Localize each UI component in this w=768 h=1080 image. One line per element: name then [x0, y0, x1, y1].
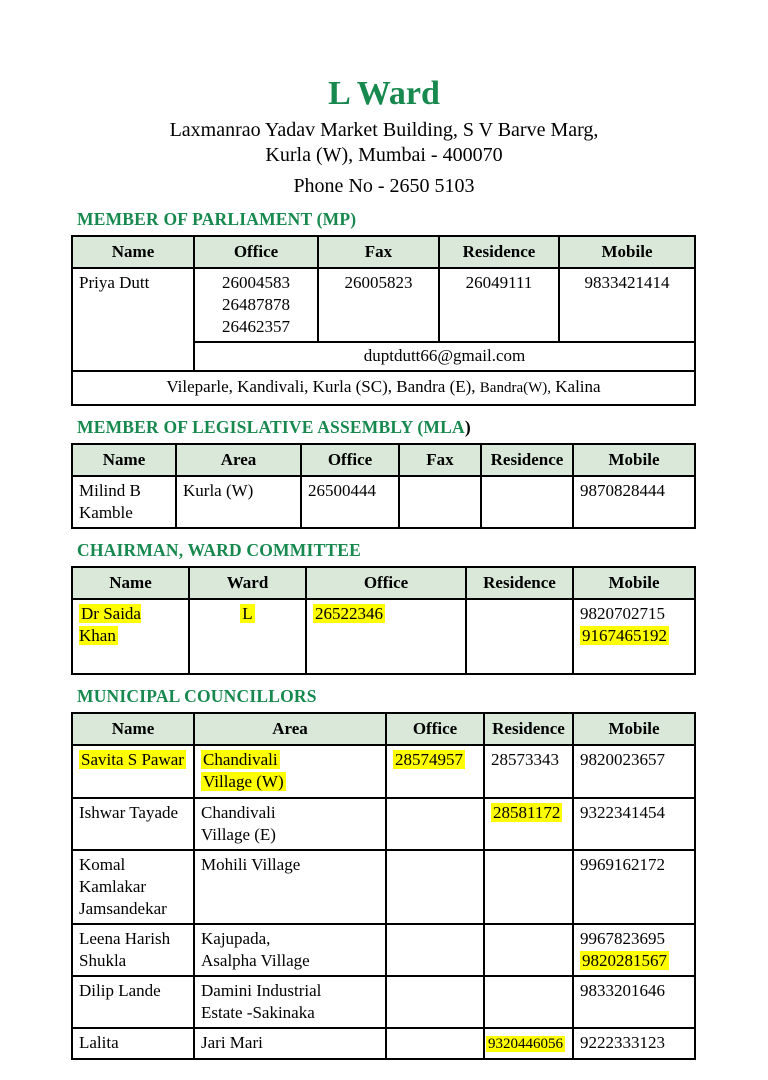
councillor-area-cell — [194, 798, 386, 850]
councillor-name-cell: Dilip Lande — [72, 976, 194, 1028]
address-line-1: Laxmanrao Yadav Market Building, S V Barve Marg, — [169, 118, 599, 141]
chairman-office-cell — [306, 599, 466, 674]
councillor-mobile-cell — [573, 924, 695, 976]
councillor-row-lalita — [72, 1028, 695, 1059]
mla-name-cell: Milind B Kamble — [72, 476, 176, 528]
area-line-1: Kajupada, — [201, 928, 271, 948]
content-area — [71, 209, 696, 1060]
councillor-name-cell: Komal Kamlakar Jamsandekar — [72, 850, 194, 924]
area-line-2: Asalpha Village — [201, 951, 310, 971]
mla-col-area: Area — [176, 444, 301, 476]
councillor-mobile-cell: 9833201646 — [573, 976, 695, 1028]
page-title: L Ward — [328, 75, 440, 112]
councillor-name-cell: Leena Harish Shukla — [72, 924, 194, 976]
councillor-residence-highlight: 28581172 — [493, 802, 561, 822]
mp-office-number-2: 26487878 — [222, 294, 290, 314]
councillor-row-ishwar — [72, 798, 695, 850]
councillor-area-cell: Jari Mari — [194, 1028, 386, 1059]
mp-mobile-cell: 9833421414 — [559, 268, 695, 342]
mla-table — [71, 443, 696, 529]
area-line-1-highlight: Chandivali — [203, 750, 278, 770]
mp-constituency-row — [72, 371, 695, 405]
mla-area-cell: Kurla (W) — [176, 476, 301, 528]
councillor-office-cell — [386, 798, 484, 850]
councillor-area-cell: Mohili Village — [194, 850, 386, 924]
chairman-col-residence: Residence — [466, 567, 573, 599]
mla-header-row — [72, 444, 695, 476]
councillor-area-cell — [194, 924, 386, 976]
chairman-col-office: Office — [306, 567, 466, 599]
area-line-1: Chandivali — [201, 802, 276, 822]
mp-office-number-3: 26462357 — [222, 316, 290, 336]
chairman-col-name: Name — [72, 567, 189, 599]
councillor-residence-cell — [484, 924, 573, 976]
mla-heading-paren: ) — [464, 416, 471, 437]
chairman-data-row — [72, 599, 695, 674]
area-line-2-highlight: Village (W) — [203, 772, 284, 792]
mla-heading-green: MEMBER OF LEGISLATIVE ASSEMBLY (MLA — [77, 416, 465, 437]
councillor-name-cell — [72, 745, 194, 797]
chairman-ward-cell — [189, 599, 306, 674]
mp-constituencies-end: Kalina — [555, 377, 601, 397]
mp-residence-cell: 26049111 — [439, 268, 559, 342]
mp-office-cell — [194, 268, 318, 342]
councillors-section-heading: MUNICIPAL COUNCILLORS — [77, 686, 317, 707]
area-line-2: Estate -Sakinaka — [201, 1003, 315, 1023]
mp-header-row — [72, 236, 695, 268]
mp-office-number-1: 26004583 — [222, 272, 290, 292]
chairman-mobile-cell — [573, 599, 695, 674]
chairman-ward-highlight: L — [242, 604, 253, 624]
area-line-2: Village (E) — [201, 824, 276, 844]
councillors-header-row — [72, 713, 695, 745]
councillor-row-komal — [72, 850, 695, 924]
councillor-row-leena — [72, 924, 695, 976]
area-line-1: Damini Industrial — [201, 981, 322, 1001]
mp-col-residence: Residence — [439, 236, 559, 268]
mp-col-mobile: Mobile — [559, 236, 695, 268]
chairman-section-heading: CHAIRMAN, WARD COMMITTEE — [77, 539, 361, 560]
mla-residence-cell — [481, 476, 573, 528]
councillors-col-residence: Residence — [484, 713, 573, 745]
councillor-name-cell: Ishwar Tayade — [72, 798, 194, 850]
chairman-residence-cell — [466, 599, 573, 674]
councillor-office-cell — [386, 976, 484, 1028]
chairman-mobile-number-1: 9820702715 — [580, 604, 665, 624]
mp-col-fax: Fax — [318, 236, 439, 268]
phone-number: Phone No - 2650 5103 — [293, 174, 475, 197]
chairman-name-highlight: Dr Saida Khan — [79, 604, 141, 646]
chairman-mobile-number-2-highlight: 9167465192 — [582, 626, 667, 646]
councillor-residence-cell — [484, 1028, 573, 1059]
councillor-residence-cell: 28573343 — [484, 745, 573, 797]
councillors-col-area: Area — [194, 713, 386, 745]
councillor-office-cell — [386, 924, 484, 976]
councillor-row-dilip — [72, 976, 695, 1028]
mp-col-name: Name — [72, 236, 194, 268]
councillors-col-name: Name — [72, 713, 194, 745]
chairman-col-ward: Ward — [189, 567, 306, 599]
mla-data-row — [72, 476, 695, 528]
councillor-row-savita — [72, 745, 695, 797]
councillor-office-cell — [386, 745, 484, 797]
councillors-col-office: Office — [386, 713, 484, 745]
councillor-mobile-cell: 9222333123 — [573, 1028, 695, 1059]
mla-col-office: Office — [301, 444, 399, 476]
councillor-residence-cell — [484, 850, 573, 924]
mla-col-mobile: Mobile — [573, 444, 695, 476]
mla-col-residence: Residence — [481, 444, 573, 476]
mp-constituencies-main: Vileparle, Kandivali, Kurla (SC), Bandra (E), — [166, 377, 476, 397]
councillor-mobile-cell: 9820023657 — [573, 745, 695, 797]
mp-fax-cell: 26005823 — [318, 268, 439, 342]
mp-col-office: Office — [194, 236, 318, 268]
chairman-table — [71, 566, 696, 675]
chairman-name-cell — [72, 599, 189, 674]
mla-col-fax: Fax — [399, 444, 481, 476]
councillor-name-cell: Lalita — [72, 1028, 194, 1059]
mla-office-cell: 26500444 — [301, 476, 399, 528]
chairman-col-mobile: Mobile — [573, 567, 695, 599]
councillor-name-highlight: Savita S Pawar — [81, 750, 184, 770]
councillor-area-cell — [194, 976, 386, 1028]
councillor-mobile-cell: 9969162172 — [573, 850, 695, 924]
councillor-mobile-number-1: 9967823695 — [580, 928, 665, 948]
chairman-office-highlight: 26522346 — [315, 604, 383, 624]
mp-section-heading: MEMBER OF PARLIAMENT (MP) — [77, 208, 357, 229]
councillor-office-highlight: 28574957 — [395, 750, 463, 770]
councillor-mobile-number-2-highlight: 9820281567 — [582, 951, 667, 971]
councillors-col-mobile: Mobile — [573, 713, 695, 745]
councillor-residence-highlight: 9320446056 — [488, 1036, 563, 1053]
mla-fax-cell — [399, 476, 481, 528]
councillor-residence-cell — [484, 976, 573, 1028]
councillor-office-cell — [386, 850, 484, 924]
councillor-area-cell — [194, 745, 386, 797]
mp-data-row — [72, 268, 695, 342]
councillor-office-cell — [386, 1028, 484, 1059]
address-block — [0, 118, 768, 168]
mla-section-heading — [77, 417, 696, 438]
mla-mobile-cell: 9870828444 — [573, 476, 695, 528]
mp-table — [71, 235, 696, 406]
mp-name-cell: Priya Dutt — [72, 268, 194, 371]
councillor-residence-cell — [484, 798, 573, 850]
councillors-table — [71, 712, 696, 1060]
address-line-2: Kurla (W), Mumbai - 400070 — [265, 143, 503, 166]
mp-constituency-cell — [72, 371, 695, 405]
chairman-header-row — [72, 567, 695, 599]
mp-constituencies-small: Bandra(W), — [479, 380, 552, 397]
mp-email-cell: duptdutt66@gmail.com — [194, 342, 695, 371]
councillor-mobile-cell: 9322341454 — [573, 798, 695, 850]
mla-col-name: Name — [72, 444, 176, 476]
